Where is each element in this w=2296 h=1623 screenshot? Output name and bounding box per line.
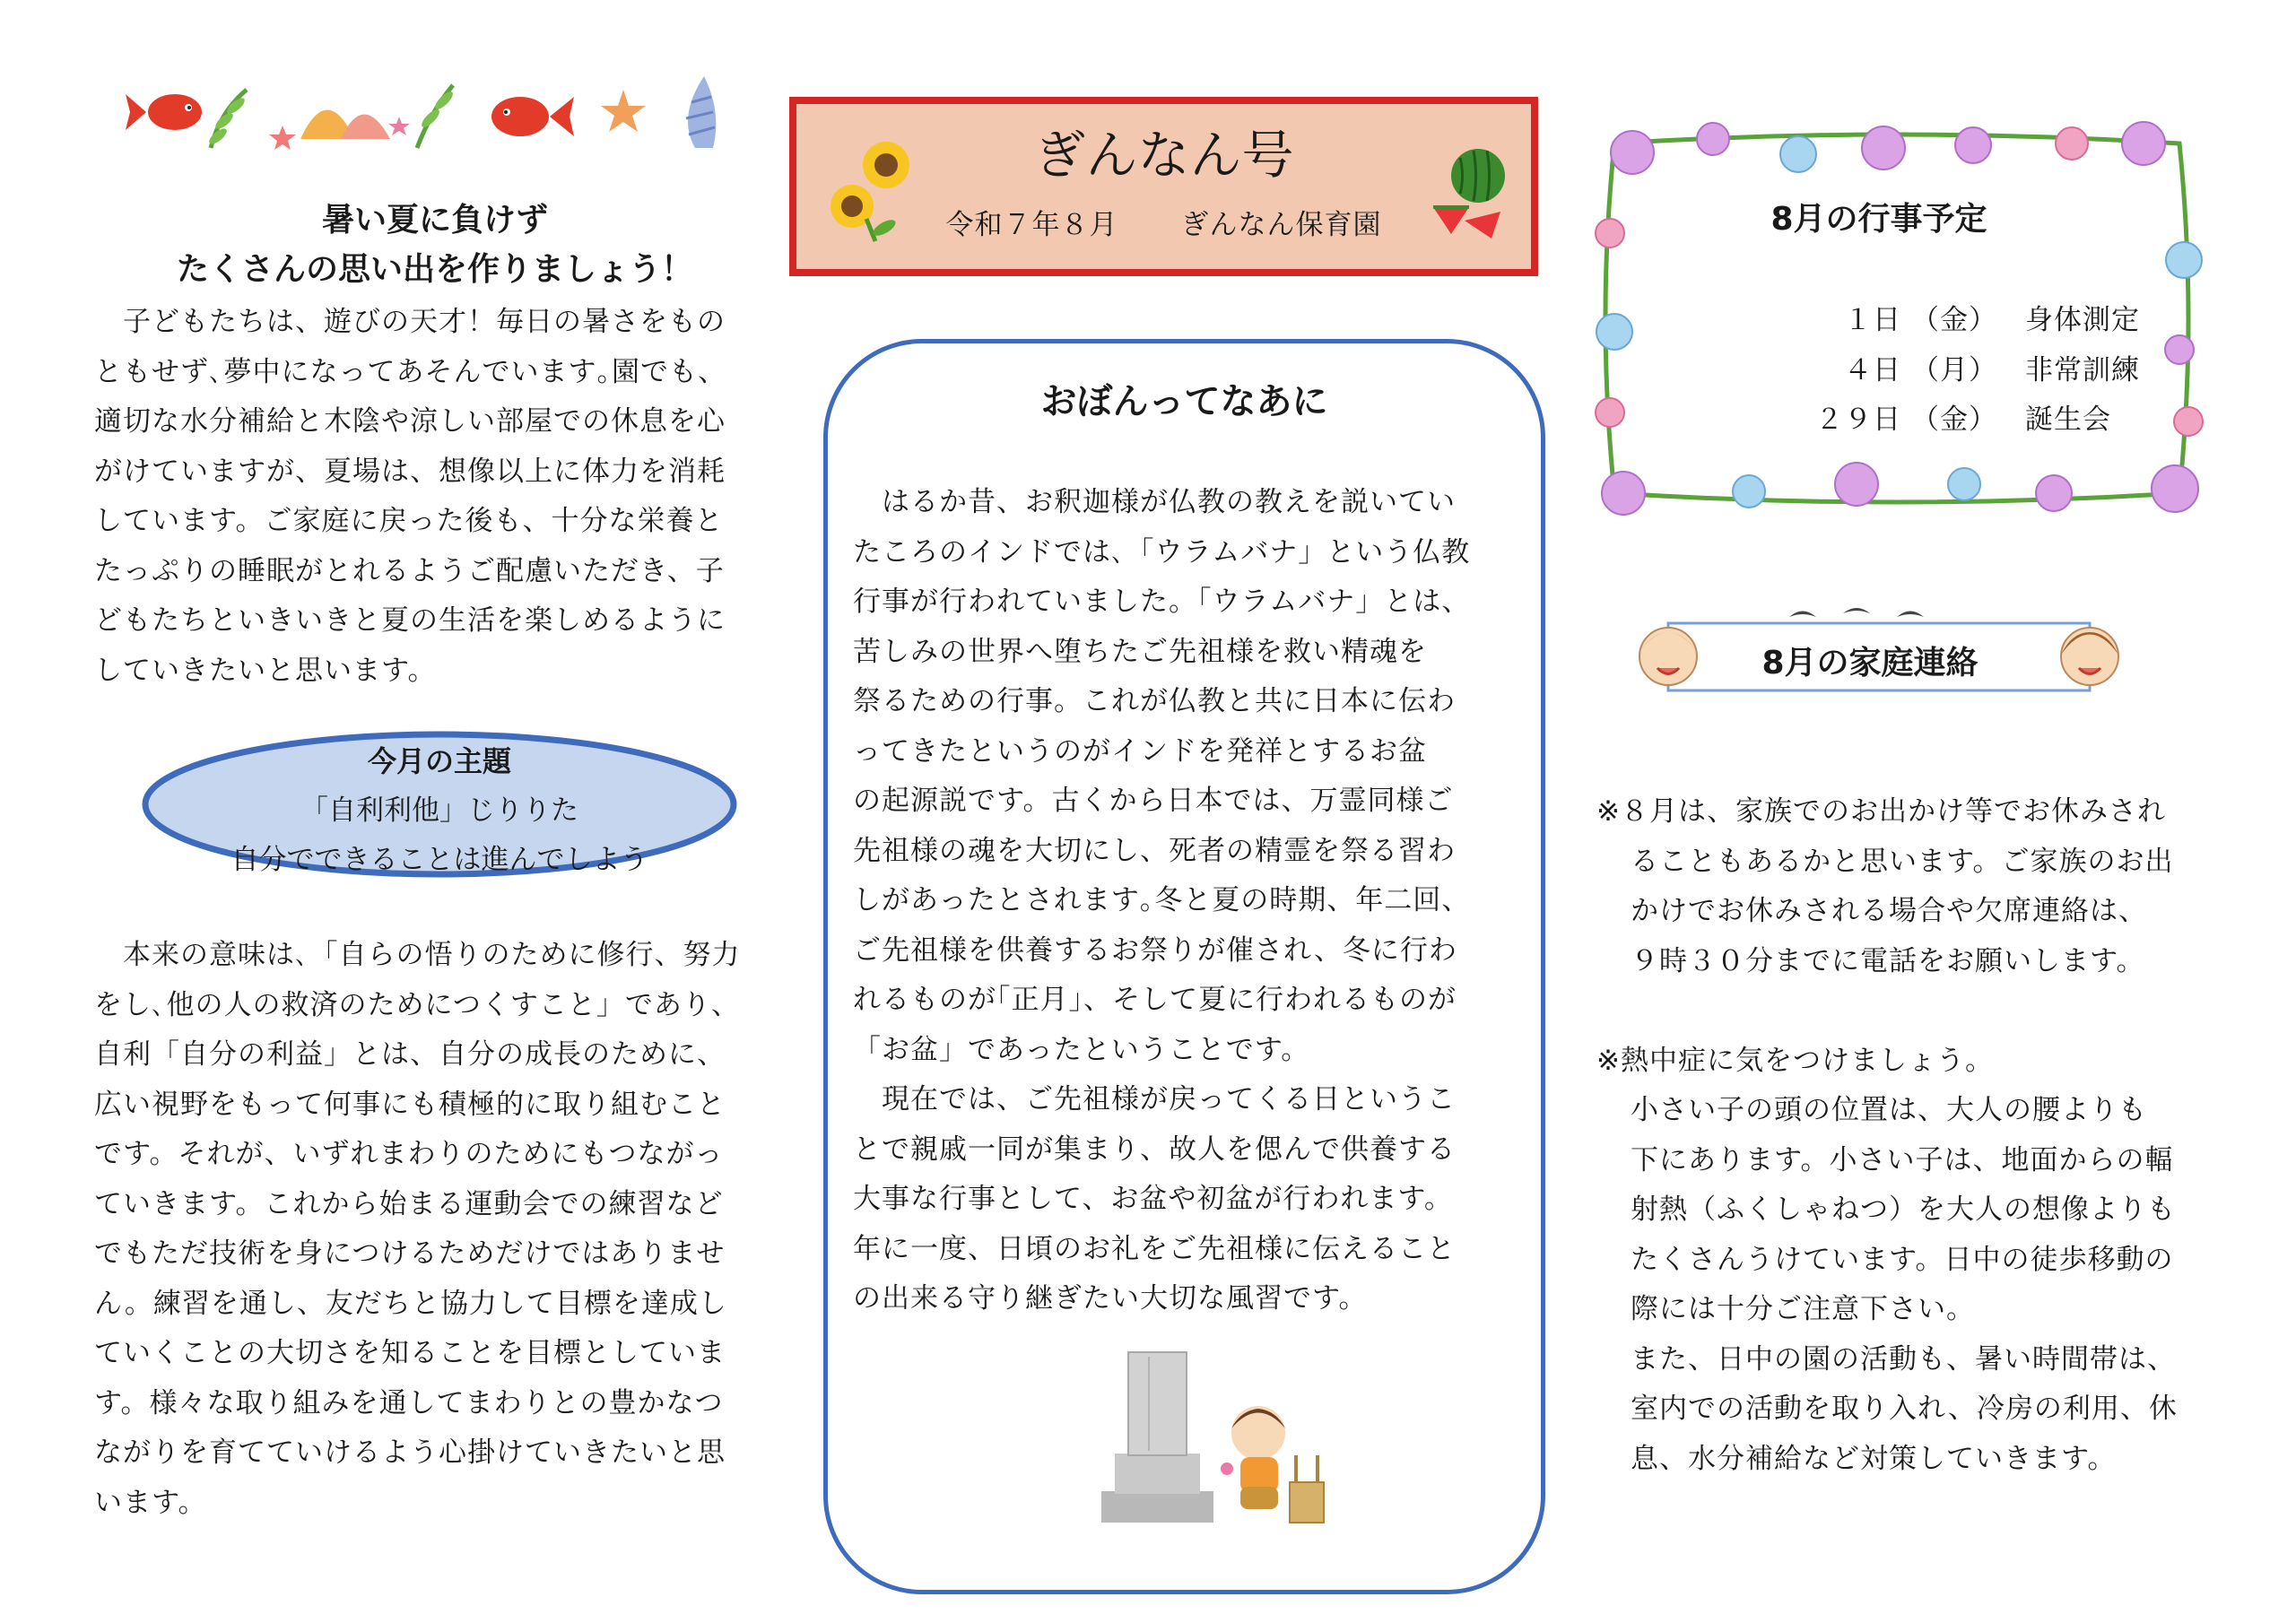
obon-article-box	[823, 339, 1545, 1594]
text-line: ることもあるかと思います。ご家族のお出	[1631, 845, 2174, 878]
text-line: をし､他の人の救済のためにつくすこと」であり、	[94, 988, 740, 1021]
home-notice-title: 8月の家庭連絡	[1761, 645, 1979, 681]
goldfish-icon	[491, 97, 574, 136]
text-line: す。様々な取り組みを通してまわりとの豊かなつ	[94, 1386, 724, 1419]
text-line: 年に一度、日頃のお礼をご先祖様に伝えること	[853, 1232, 1456, 1265]
school-name: ぎんなん保育園	[1180, 209, 1382, 241]
events-list	[1722, 296, 2140, 446]
left-heading	[94, 195, 776, 294]
text-line: でもただ技術を身につけるためだけではありませ	[94, 1237, 726, 1270]
text-line: たっぷりの睡眠がとれるようご配慮いただき、子	[94, 554, 725, 587]
watermelon-icon	[1429, 140, 1509, 239]
text-line: はるか昔、お釈迦様が仏教の教えを説いてい	[853, 486, 1456, 518]
spacer	[1596, 986, 2215, 1037]
text-line: ※８月は、家族でのお出かけ等でお休みされ	[1596, 795, 2166, 828]
newsletter-title: ぎんなん号	[1033, 125, 1294, 186]
text-line: ご先祖様を供養するお祭りが催され、冬に行わ	[853, 933, 1457, 967]
text-line: 射熱（ふくしゃねつ）を大人の想像よりも	[1631, 1193, 2176, 1226]
left-column	[94, 63, 776, 1587]
text-line: の起源説です。古くから日本では、万霊同様ご	[853, 785, 1454, 817]
intro-paragraph	[94, 298, 776, 696]
text-line: 現在では、ご先祖様が戻ってくる日というこ	[853, 1083, 1456, 1115]
text-line: 自利「自分の利益」とは、自分の成長のために、	[94, 1038, 726, 1071]
text-line: 小さい子の頭の位置は、大人の腰よりも	[1631, 1094, 2147, 1126]
text-line: です。それが、いずれまわりのためにもつながっ	[94, 1138, 724, 1170]
text-line: 適切な水分補給と木陰や涼しい部屋での休息を心	[94, 405, 726, 438]
text-line: 室内での活動を取り入れ、冷房の利用、休	[1631, 1393, 2178, 1425]
text-line: とで親戚一同が集まり、故人を偲んで供養する	[853, 1133, 1456, 1166]
left-heading-line: たくさんの思い出を作りましょう！	[176, 251, 693, 288]
text-line: がけていますが、夏場は、想像以上に体力を消耗	[94, 455, 726, 488]
text-line: 息、水分補給など対策していきます。	[1631, 1442, 2117, 1475]
event-date: １日	[1844, 304, 1901, 336]
shell-icon	[300, 110, 390, 140]
events-title: 8月の行事予定	[1770, 201, 1987, 238]
text-line: 際には十分ご注意下さい。	[1631, 1293, 1975, 1325]
text-line: 祭るための行事。これが仏教と共に日本に伝わ	[853, 685, 1456, 717]
text-line: 広い視野をもって何事にも積極的に取り組むこと	[94, 1088, 726, 1121]
obon-title: おぼんってなあに	[1040, 381, 1328, 422]
text-line: ていきます。これから始まる運動会での練習など	[94, 1187, 724, 1220]
conch-shell-icon	[686, 76, 716, 148]
text-line: の出来る守り継ぎたい大切な風習です。	[853, 1282, 1368, 1315]
text-line: います。	[94, 1486, 207, 1519]
seaweed-icon	[417, 85, 456, 148]
event-weekday: （金）	[1911, 304, 1997, 336]
goldfish-icon	[126, 94, 202, 130]
text-line: れるものが｢正月｣、そして夏に行われるものが	[853, 984, 1457, 1016]
event-date: ４日	[1844, 353, 1901, 386]
issue-date: 令和７年８月	[945, 209, 1118, 241]
text-line: ながりを育てていけるよう心掛けていきたいと思	[94, 1436, 726, 1469]
text-line: しています。ご家庭に戻った後も、十分な栄養と	[94, 505, 724, 537]
text-line: 下にあります。小さい子は、地面からの輻	[1631, 1143, 2174, 1176]
text-line: ってきたというのがインドを発祥とするお盆	[853, 734, 1427, 768]
text-line: 大事な行事として、お盆や初盆が行われます。	[853, 1183, 1453, 1215]
obon-paragraph	[853, 478, 1521, 1324]
text-line: ていくことの大切さを知ることを目標としていま	[94, 1337, 726, 1369]
text-line: ９時３０分までに電話をお願いします。	[1631, 944, 2145, 977]
text-line: 行事が行われていました｡「ウラムバナ」とは、	[853, 586, 1471, 618]
text-line: 先祖様の魂を大切にし、死者の精霊を祭る習わ	[853, 834, 1456, 867]
text-line: 「お盆」であったということです。	[853, 1033, 1310, 1066]
masthead-subtitle	[796, 207, 1531, 243]
event-row	[1722, 296, 2140, 346]
monthly-theme	[139, 737, 740, 885]
text-line: 本来の意味は､「自らの悟りのために修行、努力	[94, 939, 741, 971]
event-weekday: （月）	[1911, 353, 1997, 386]
seaweed-icon	[207, 90, 248, 148]
text-line: また、日中の園の活動も、暑い時間帯は、	[1631, 1342, 2176, 1376]
event-row	[1722, 395, 2140, 446]
text-line: していきたいと思います。	[94, 654, 437, 687]
text-line: かけでお休みされる場合や欠席連絡は、	[1631, 895, 2147, 927]
water-bucket-icon	[1290, 1455, 1324, 1523]
event-name: 非常訓練	[2025, 353, 2140, 386]
text-line: 苦しみの世界へ堕ちたご先祖様を救い精魂を	[853, 635, 1427, 668]
theme-title: 今月の主題	[367, 744, 511, 778]
theme-word: 「自利利他」じりりた	[300, 794, 578, 827]
event-date: ２９日	[1815, 404, 1901, 436]
text-line: 子どもたちは、遊びの天才！毎日の暑さをもの	[94, 306, 726, 338]
text-line: たくさんうけています。日中の徒歩移動の	[1631, 1243, 2174, 1276]
event-row	[1722, 346, 2140, 396]
home-notes	[1596, 787, 2215, 1484]
text-line: ※熱中症に気をつけましょう。	[1596, 1044, 1994, 1077]
left-heading-line: 暑い夏に負けず	[321, 202, 548, 239]
text-line: ともせず､夢中になってあそんでいます｡園でも、	[94, 355, 726, 388]
grave-visit-illustration	[1097, 1348, 1330, 1527]
theme-subtitle: 自分でできることは進んでしよう	[230, 844, 648, 876]
text-line: ん。練習を通し、友だちと協力して目標を達成し	[94, 1287, 727, 1320]
text-line: どもたちといきいきと夏の生活を楽しめるように	[94, 604, 726, 637]
event-name: 誕生会	[2025, 404, 2111, 436]
newsletter-masthead	[789, 97, 1538, 276]
bird-icon	[1789, 608, 1924, 617]
meaning-paragraph	[94, 931, 776, 1528]
text-line: しがあったとされます｡冬と夏の時期、年二回、	[853, 884, 1471, 916]
child-praying-icon	[1221, 1406, 1285, 1509]
summer-garland-illustration	[121, 63, 731, 161]
text-line: たころのインドでは､「ウラムバナ」という仏教	[853, 535, 1471, 568]
event-weekday: （金）	[1911, 404, 1997, 436]
event-name: 身体測定	[2025, 304, 2140, 336]
gravestone-icon	[1101, 1352, 1213, 1523]
